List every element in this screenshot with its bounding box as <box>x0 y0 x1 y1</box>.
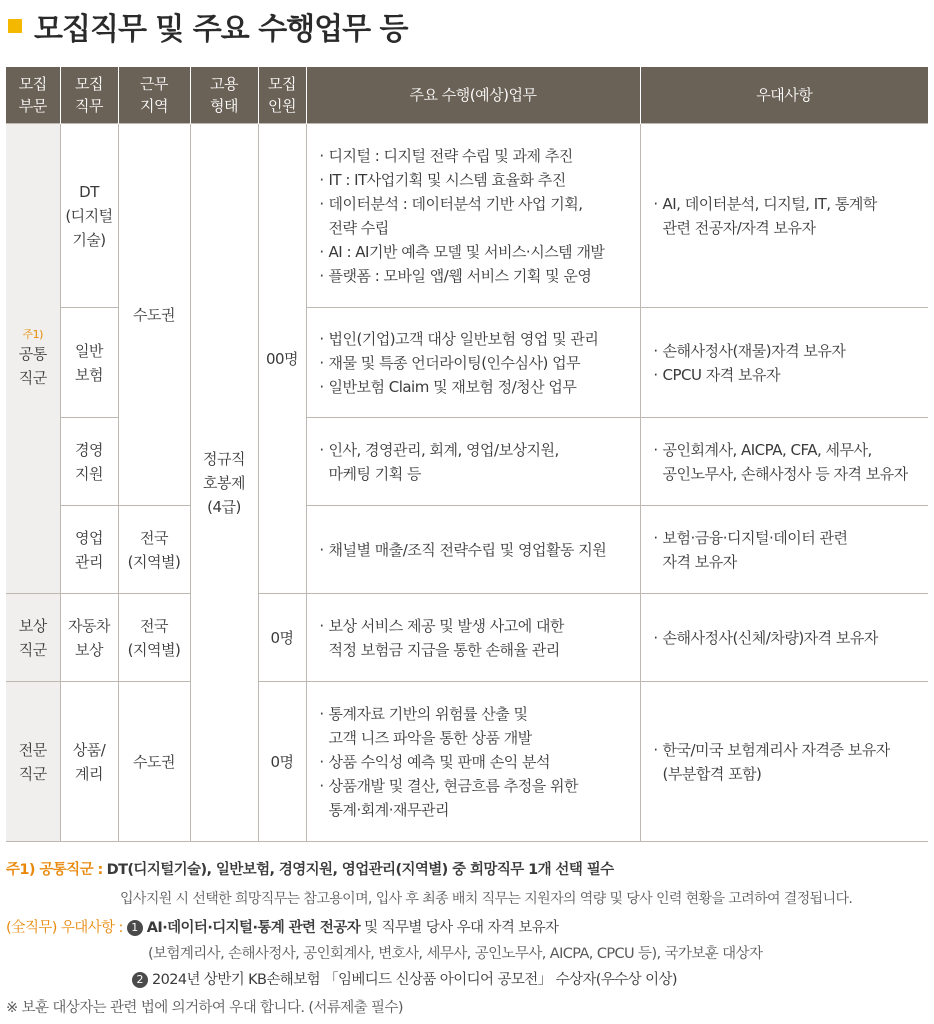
list-item <box>649 192 925 240</box>
duties-dt <box>306 124 640 308</box>
footnote-preference-2 <box>132 968 677 989</box>
bullet-dot-icon: · <box>653 440 658 459</box>
list-item-text: 채널별 매출/조직 전략수립 및 영업활동 지원 <box>328 540 607 559</box>
bullet-dot-icon: · <box>653 528 658 547</box>
job-auto: 자동차 보상 <box>60 594 118 682</box>
list-item-text: CPCU 자격 보유자 <box>662 365 780 384</box>
footnote-common-sub: 입사지원 시 선택한 희망직무는 참고용이며, 입사 후 최종 배치 직무는 지원자의 역량 및 당사 인력 현황을 고려하여 결정됩니다. <box>120 891 853 907</box>
duties-auto <box>306 594 640 682</box>
region-auto: 전국 (지역별) <box>118 594 190 682</box>
list-item-text: 보상 서비스 제공 및 발생 사고에 대한 적정 보험금 지급을 통한 손해율 관리 <box>328 616 564 659</box>
bullet-dot-icon: · <box>319 377 324 396</box>
prefs-actuary <box>640 682 928 842</box>
list-item-text: 한국/미국 보험계리사 자격증 보유자 (부분합격 포함) <box>662 740 890 783</box>
list-item <box>315 192 636 240</box>
division-compensation: 보상 직군 <box>6 594 60 682</box>
bullet-dot-icon: · <box>319 704 324 723</box>
page-title-text: 모집직무 및 주요 수행업무 등 <box>34 12 408 47</box>
duties-sales <box>306 506 640 594</box>
list-item-text: 데이터분석 : 데이터분석 기반 사업 기획, 전략 수립 <box>328 194 583 237</box>
list-item <box>649 339 925 363</box>
list-item-text: 인사, 경영관리, 회계, 영업/보상지원, 마케팅 기획 등 <box>328 440 559 483</box>
header-duties: 주요 수행(예상)업무 <box>306 67 640 124</box>
bullet-dot-icon: · <box>653 194 658 213</box>
bullet-dot-icon: · <box>319 540 324 559</box>
bullet-dot-icon: · <box>319 353 324 372</box>
duties-management <box>306 418 640 506</box>
table-row <box>6 506 928 594</box>
list-item <box>315 614 636 662</box>
list-item-text: 손해사정사(신체/차량)자격 보유자 <box>662 628 878 647</box>
bullet-dot-icon: · <box>319 194 324 213</box>
prefs-management <box>640 418 928 506</box>
prefs-general <box>640 308 928 418</box>
region-sales: 전국 (지역별) <box>118 506 190 594</box>
prefs-dt <box>640 124 928 308</box>
list-item <box>315 774 636 822</box>
bullet-dot-icon: · <box>319 440 324 459</box>
list-item-text: 플랫폼 : 모바일 앱/웹 서비스 기획 및 운영 <box>328 266 592 285</box>
job-general: 일반 보험 <box>60 308 118 418</box>
list-item <box>315 144 636 168</box>
bullet-dot-icon: · <box>319 266 324 285</box>
list-item-text: IT : IT사업기획 및 시스템 효율화 추진 <box>328 170 566 189</box>
footnote-pref1-rest: 및 직무별 당사 우대 자격 보유자 <box>364 920 559 936</box>
footnote-reference: ※ 보훈 대상자는 관련 법에 의거하여 우대 합니다. (서류제출 필수) <box>6 1000 403 1016</box>
list-item-text: 디지털 : 디지털 전략 수립 및 과제 추진 <box>328 146 573 165</box>
duties-general <box>306 308 640 418</box>
table-row <box>6 594 928 682</box>
duties-actuary <box>306 682 640 842</box>
list-item <box>649 738 925 786</box>
list-item-text: 통계자료 기반의 위험률 산출 및 고객 니즈 파악을 통한 상품 개발 <box>328 704 532 747</box>
footnote-pref1-sub: (보험계리사, 손해사정사, 공인회계사, 변호사, 세무사, 공인노무사, AICPA, CPCU 등), 국가보훈 대상자 <box>148 946 763 962</box>
footnote-preference-1 <box>6 916 558 937</box>
header-preferences: 우대사항 <box>640 67 928 124</box>
count-auto: 0명 <box>258 594 306 682</box>
number-1-icon: 1 <box>127 920 143 936</box>
title-square-bullet <box>8 19 22 33</box>
list-item-text: 재물 및 특종 언더라이팅(인수심사) 업무 <box>328 353 581 372</box>
list-item <box>315 264 636 288</box>
division-specialist: 전문 직군 <box>6 682 60 842</box>
header-count: 모집 인원 <box>258 67 306 124</box>
footnote-pref2-text: 2024년 상반기 KB손해보험 「임베디드 신상품 아이디어 공모전」 수상자(우수상 이상) <box>152 972 677 988</box>
list-item-text: 손해사정사(재물)자격 보유자 <box>662 341 846 360</box>
list-item-text: 보험·금융·디지털·데이터 관련 자격 보유자 <box>662 528 848 571</box>
bullet-dot-icon: · <box>653 740 658 759</box>
header-job: 모집 직무 <box>60 67 118 124</box>
table-header-row <box>6 67 928 124</box>
prefs-sales <box>640 506 928 594</box>
note-mark: 주1) <box>22 327 43 341</box>
bullet-dot-icon: · <box>319 616 324 635</box>
list-item <box>315 438 636 486</box>
bullet-dot-icon: · <box>319 146 324 165</box>
list-item <box>315 327 636 351</box>
list-item <box>649 526 925 574</box>
list-item <box>649 363 925 387</box>
division-common: 주1) 공통 직군 <box>6 124 60 594</box>
list-item-text: 상품개발 및 결산, 현금흐름 추정을 위한 통계·회계·재무관리 <box>328 776 578 819</box>
job-actuary: 상품/ 계리 <box>60 682 118 842</box>
bullet-dot-icon: · <box>319 752 324 771</box>
employment-type: 정규직 호봉제 (4급) <box>190 124 258 842</box>
header-region: 근무 지역 <box>118 67 190 124</box>
region-common: 수도권 <box>118 124 190 506</box>
table-row <box>6 682 928 842</box>
prefs-auto <box>640 594 928 682</box>
list-item-text: 상품 수익성 예측 및 판매 손익 분석 <box>328 752 550 771</box>
header-division: 모집 부문 <box>6 67 60 124</box>
bullet-dot-icon: · <box>319 242 324 261</box>
recruitment-table <box>6 67 928 842</box>
footnote-pref1-bold: AI·데이터·디지털·통계 관련 전공자 <box>146 920 361 936</box>
table-row <box>6 124 928 308</box>
bullet-dot-icon: · <box>653 365 658 384</box>
list-item <box>315 168 636 192</box>
list-item <box>315 750 636 774</box>
list-item-text: AI : AI기반 예측 모델 및 서비스·시스템 개발 <box>328 242 605 261</box>
bullet-dot-icon: · <box>319 329 324 348</box>
list-item <box>649 438 925 486</box>
list-item <box>315 240 636 264</box>
page-title <box>8 6 408 46</box>
footnote-common-label: 주1) 공통직군 : <box>6 862 103 878</box>
list-item <box>315 702 636 750</box>
list-item-text: 법인(기업)고객 대상 일반보험 영업 및 관리 <box>328 329 599 348</box>
job-dt: DT (디지털 기술) <box>60 124 118 308</box>
list-item <box>315 538 636 562</box>
footnote-common <box>6 858 614 879</box>
bullet-dot-icon: · <box>653 628 658 647</box>
footnote-common-text: DT(디지털기술), 일반보험, 경영지원, 영업관리(지역별) 중 희망직무 1개 선택 필수 <box>106 862 614 878</box>
job-sales: 영업 관리 <box>60 506 118 594</box>
bullet-dot-icon: · <box>319 776 324 795</box>
list-item-text: 일반보험 Claim 및 재보험 정/청산 업무 <box>328 377 577 396</box>
region-actuary: 수도권 <box>118 682 190 842</box>
list-item-text: AI, 데이터분석, 디지털, IT, 통계학 관련 전공자/자격 보유자 <box>662 194 877 237</box>
list-item <box>649 626 925 650</box>
count-actuary: 0명 <box>258 682 306 842</box>
list-item-text: 공인회계사, AICPA, CFA, 세무사, 공인노무사, 손해사정사 등 자격 보유자 <box>662 440 908 483</box>
number-2-icon: 2 <box>132 972 148 988</box>
bullet-dot-icon: · <box>319 170 324 189</box>
list-item <box>315 375 636 399</box>
count-common: 00명 <box>258 124 306 594</box>
list-item <box>315 351 636 375</box>
header-employment: 고용 형태 <box>190 67 258 124</box>
bullet-dot-icon: · <box>653 341 658 360</box>
footnote-pref-label: (全직무) 우대사항 : <box>6 920 123 936</box>
job-management: 경영 지원 <box>60 418 118 506</box>
